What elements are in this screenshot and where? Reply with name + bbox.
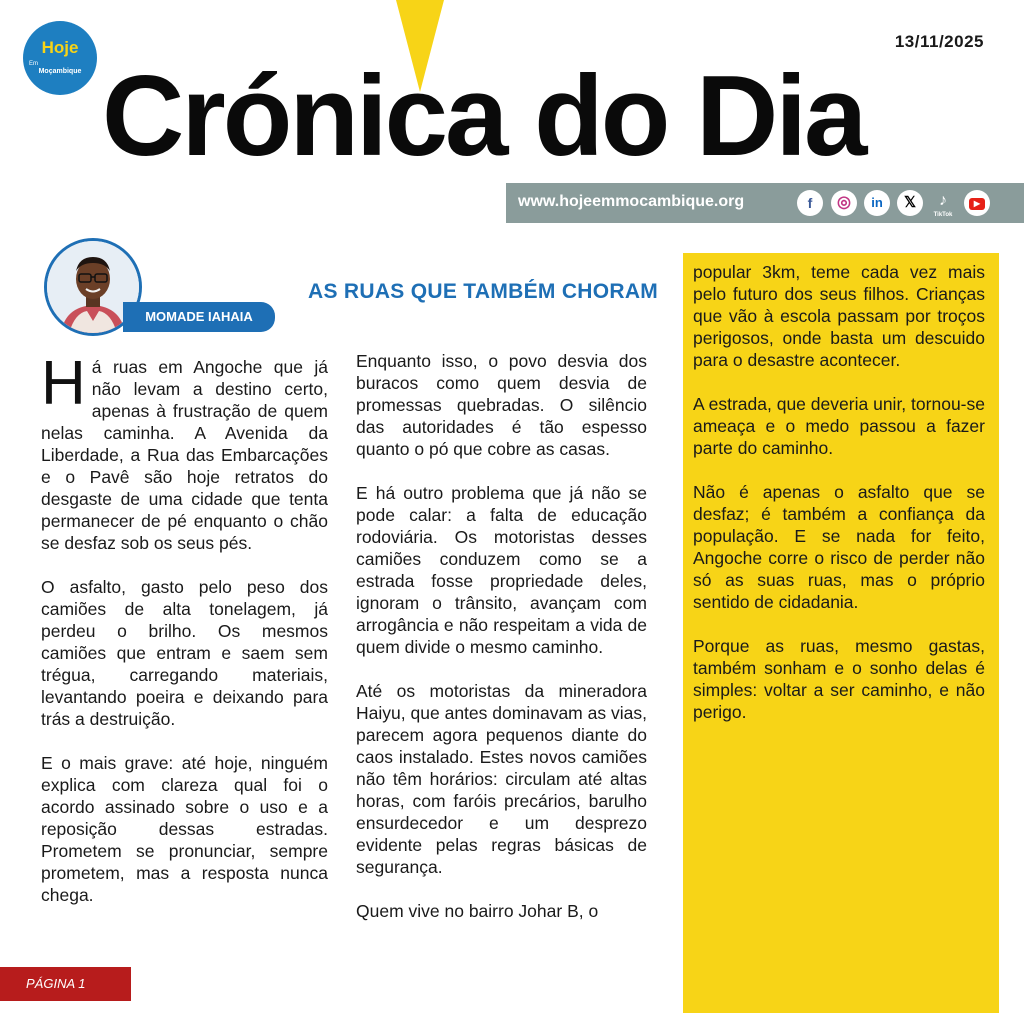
hoje-logo [23,21,97,95]
paragraph: Porque as ruas, mesmo gastas, também sonham e o sonho delas é simples: voltar a ser caminho, e não perigo. [693,636,985,722]
paragraph: Não é apenas o asfalto que se desfaz; é também a confiança da população. E se nada for feito, Angoche corre o risco de perder não só as suas ruas, mas o próprio sentido de cidadania. [693,482,985,612]
logo-word-mocambique: Moçambique [38,68,82,75]
article-column-2 [356,350,647,944]
paragraph: Até os motoristas da mineradora Haiyu, que antes dominavam as vias, parecem agora pequenos diante do caos instalado. Estes novos camiões não têm horários: circulam até altas horas, com faróis precários, barulho ensurdecedor e um desprezo evidente pelas regras básicas de segurança. [356,681,647,877]
paragraph [41,349,328,554]
instagram-icon[interactable]: ◎ [831,190,857,216]
publication-date: 13/11/2025 [894,32,984,51]
paragraph: E o mais grave: até hoje, ninguém explica com clareza qual foi o acordo assinado sobre o uso e a reposição dessas estradas. Prometem se pronunciar, sempre prometem, mas a resposta nunca chega. [41,753,328,905]
page-title: Crónica do Dia [102,53,865,180]
x-twitter-icon[interactable]: 𝕏 [897,190,923,216]
youtube-play-glyph: ▶ [969,198,985,210]
logo-word-hoje: Hoje [41,38,79,57]
paragraph: E há outro problema que já não se pode calar: a falta de educação rodoviária. Os motoristas desses camiões conduzem como se a estrada fosse propriedade deles, ignoram o trânsito, avançam com arrogância e não respeitam a vida de quem divide o mesmo caminho. [356,483,647,657]
article-headline: AS RUAS QUE TAMBÉM CHORAM [308,280,659,303]
tiktok-icon[interactable] [930,190,956,216]
page-number-label: PÁGINA 1 [0,967,131,1001]
tiktok-glyph: ♪ [939,192,947,209]
logo-word-em: Em [29,61,38,67]
paragraph: Quem vive no bairro Johar B, o [356,901,599,921]
paragraph: popular 3km, teme cada vez mais pelo futuro dos seus filhos. Crianças que vão à escola passam por troços perigosos, onde basta um descuido para o desastre acontecer. [693,262,985,370]
article-column-3 [693,261,985,745]
facebook-icon[interactable]: f [797,190,823,216]
paragraph-text: á ruas em Angoche que já não levam a destino certo, apenas à frustração de quem nelas caminha. A Avenida da Liberdade, a Rua das Embarcações e o Pavê são hoje retratos do desgaste de uma cidade que tenta permanecer de pé enquanto o chão se desfaz sob os seus pés. [41,357,328,553]
youtube-icon[interactable] [964,190,990,216]
tiktok-label: TikTok [933,212,953,218]
paragraph: O asfalto, gasto pelo peso dos camiões de alta tonelagem, já perdeu o brilho. Os mesmos camiões que entram e saem sem trégua, carregando materiais, levantando poeira e deixando para trás a destruição. [41,577,328,729]
paragraph: Enquanto isso, o povo desvia dos buracos como quem desvia de promessas quebradas. O silêncio das autoridades é tão espesso quanto o pó que cobre as casas. [356,351,647,459]
paragraph: A estrada, que deveria unir, tornou-se ameaça e o medo passou a fazer parte do caminho. [693,394,985,458]
drop-cap: H [41,349,86,418]
linkedin-icon[interactable]: in [864,190,890,216]
author-name-tag: MOMADE IAHAIA [123,302,275,332]
website-url-link[interactable]: www.hojeemmocambique.org [518,193,745,210]
article-column-1 [41,349,328,928]
website-banner [506,183,1024,223]
